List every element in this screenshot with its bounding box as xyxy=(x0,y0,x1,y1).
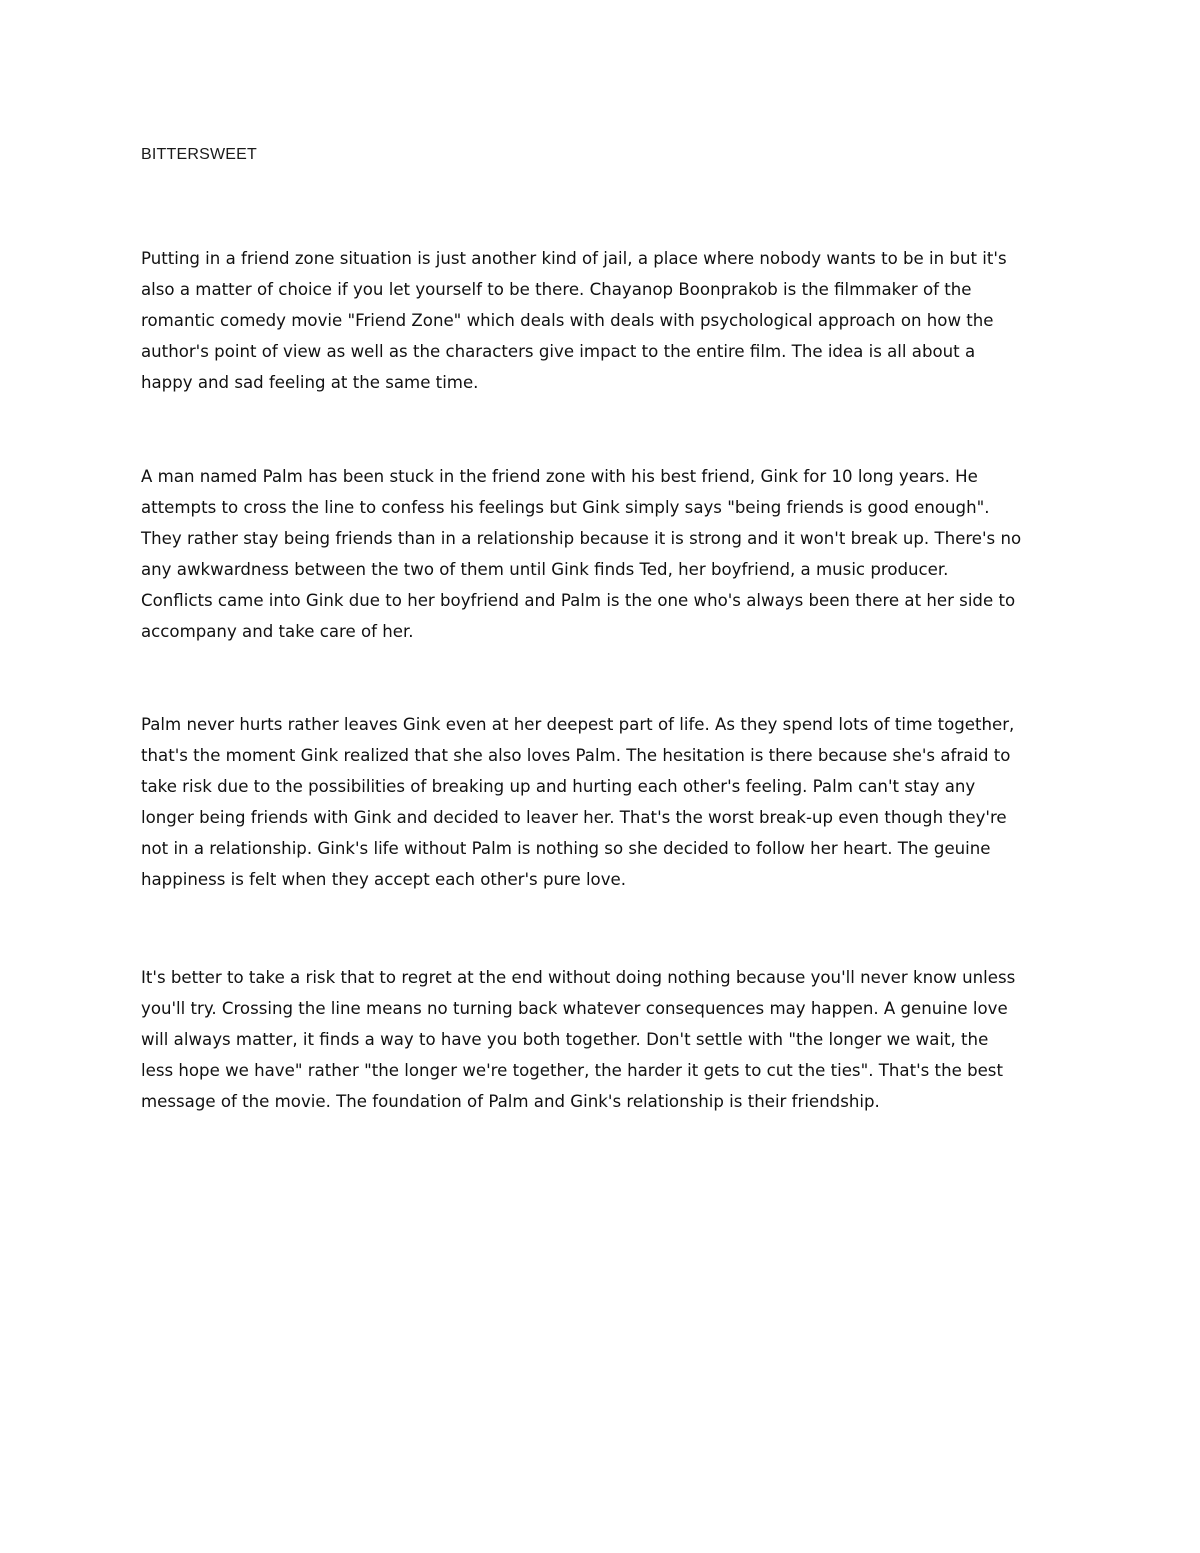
text-line: It's better to take a risk that to regret at the end without doing nothing because you'll never know unless xyxy=(141,968,1016,987)
text-line: author's point of view as well as the characters give impact to the entire film. The idea is all about a xyxy=(141,342,976,361)
text-line: Palm never hurts rather leaves Gink even at her deepest part of life. As they spend lots of time together, xyxy=(141,715,1015,734)
text-line: Conflicts came into Gink due to her boyfriend and Palm is the one who's always been there at her side to xyxy=(141,591,1016,610)
text-line: They rather stay being friends than in a relationship because it is strong and it won't break up. There's no xyxy=(141,529,1022,548)
text-line: will always matter, it finds a way to have you both together. Don't settle with "the longer we wait, the xyxy=(141,1030,989,1049)
text-line: message of the movie. The foundation of Palm and Gink's relationship is their friendship. xyxy=(141,1092,880,1111)
document-title: BITTERSWEET xyxy=(141,146,257,163)
text-line: you'll try. Crossing the line means no turning back whatever consequences may happen. A genuine love xyxy=(141,999,1008,1018)
text-line: A man named Palm has been stuck in the friend zone with his best friend, Gink for 10 long years. He xyxy=(141,467,978,486)
text-line: accompany and take care of her. xyxy=(141,622,414,641)
paragraph-plot xyxy=(141,461,1066,647)
text-line: take risk due to the possibilities of breaking up and hurting each other's feeling. Palm can't stay any xyxy=(141,777,976,796)
text-line: happy and sad feeling at the same time. xyxy=(141,373,479,392)
text-line: that's the moment Gink realized that she also loves Palm. The hesitation is there because she's afraid to xyxy=(141,746,1011,765)
text-line: also a matter of choice if you let yourself to be there. Chayanop Boonprakob is the filmmaker of the xyxy=(141,280,972,299)
paragraph-conclusion xyxy=(141,962,1066,1117)
text-line: any awkwardness between the two of them until Gink finds Ted, her boyfriend, a music producer. xyxy=(141,560,949,579)
text-line: less hope we have" rather "the longer we're together, the harder it gets to cut the ties". That's the best xyxy=(141,1061,1003,1080)
text-line: Putting in a friend zone situation is just another kind of jail, a place where nobody wants to be in but it's xyxy=(141,249,1007,268)
paragraph-intro xyxy=(141,243,1066,398)
text-line: happiness is felt when they accept each other's pure love. xyxy=(141,870,627,889)
text-line: not in a relationship. Gink's life without Palm is nothing so she decided to follow her heart. The geuine xyxy=(141,839,991,858)
text-line: longer being friends with Gink and decided to leaver her. That's the worst break-up even though they're xyxy=(141,808,1007,827)
paragraph-conflict xyxy=(141,709,1066,895)
text-line: romantic comedy movie "Friend Zone" which deals with deals with psychological approach on how the xyxy=(141,311,994,330)
text-line: attempts to cross the line to confess his feelings but Gink simply says "being friends is good enough". xyxy=(141,498,990,517)
